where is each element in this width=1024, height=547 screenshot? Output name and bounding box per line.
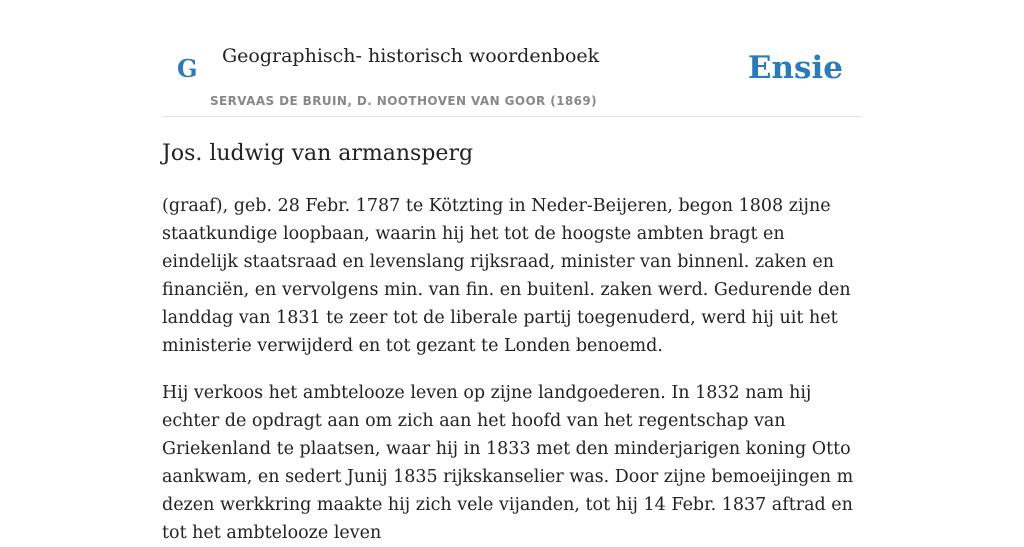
book-title-link[interactable]: Geographisch- historisch woordenboek bbox=[222, 45, 600, 67]
entry-paragraph: (graaf), geb. 28 Febr. 1787 te Kötzting in Neder-Beijeren, begon 1808 zijne staatkundige loopbaan, waarin hij het tot de hoogste ambten bragt en eindelijk staatsraad en levenslang rijksraad, minister van binnenl. zaken en financiën, en vervolgens min. van fin. en buitenl. zaken werd. Gedurende den landdag van 1831 te zeer tot de liberale partij toegenuderd, werd hij uit het ministerie verwijderd en tot gezant te Londen benoemd. bbox=[162, 196, 851, 356]
ensie-logo-link[interactable]: Ensie bbox=[747, 50, 843, 86]
book-author: SERVAAS DE BRUIN, D. NOOTHOVEN VAN GOOR (1869) bbox=[210, 94, 598, 108]
entry-title: Jos. ludwig van armansperg bbox=[162, 141, 474, 166]
book-letter-icon[interactable]: G bbox=[177, 54, 198, 83]
book-header bbox=[162, 0, 862, 117]
entry-paragraph: Hij verkoos het ambtelooze leven op zijne landgoederen. In 1832 nam hij echter de opdragt aan om zich aan het hoofd van het regentschap van Griekenland te plaatsen, waar hij in 1833 met den minderjarigen koning Otto aankwam, en sedert Junij 1835 rijkskanselier was. Door zijne bemoeijingen m dezen werkkring maakte hij zich vele vijanden, tot hij 14 Febr. 1837 aftrad en tot het ambtelooze leven bbox=[162, 383, 854, 543]
entry-content bbox=[162, 138, 862, 547]
